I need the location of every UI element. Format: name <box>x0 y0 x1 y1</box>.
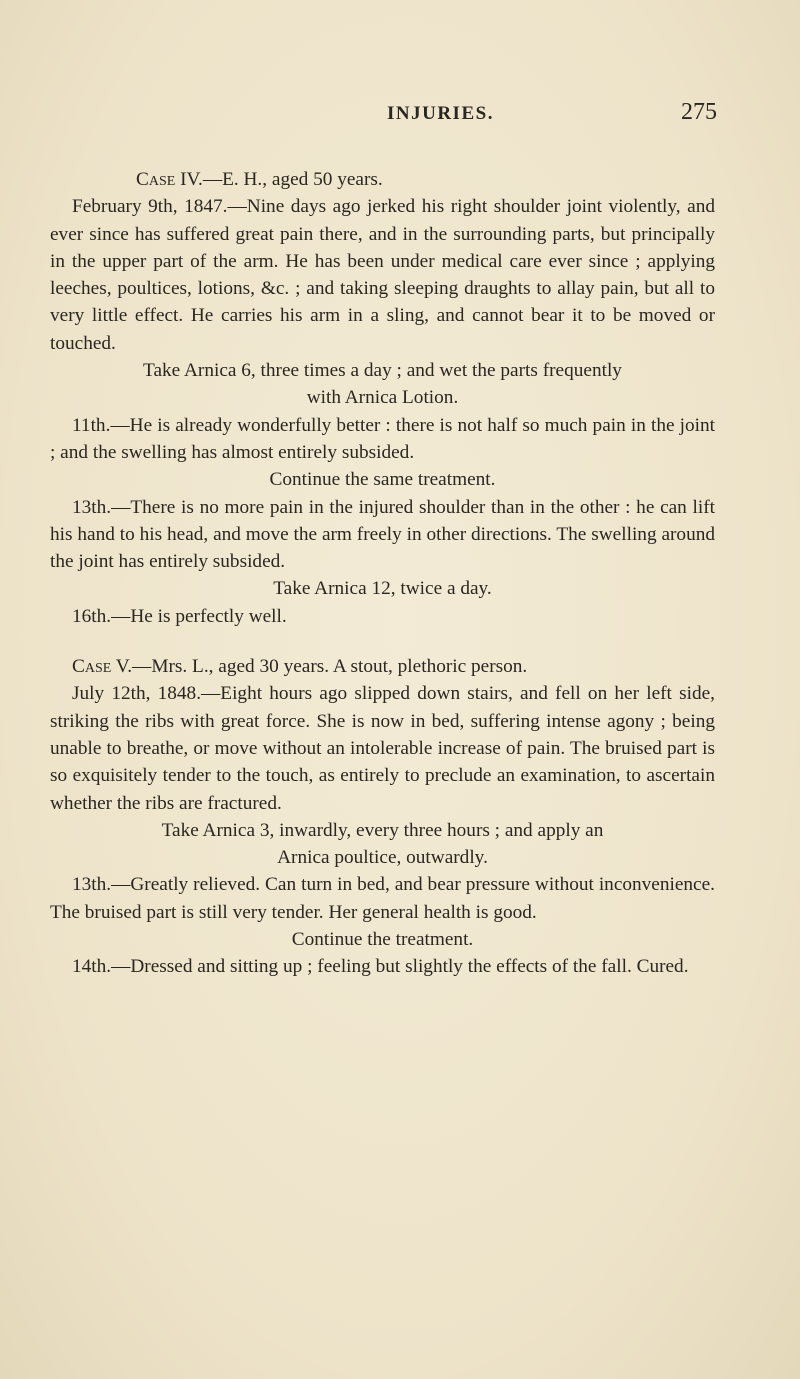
case-4-entry-feb-9: February 9th, 1847.—Nine days ago jerked his right shoulder joint violently, and ever since has suffered great pain there, and in the surrounding parts, but principally in the upper part of the arm. He has been under medical care ever since ; applying leeches, poultices, lotions, &c. ; and taking sleeping draughts to allay pain, but all to very little effect. He carries his arm in a sling, and cannot bear it to be moved or touched. <box>50 196 715 354</box>
running-head-title: INJURIES. <box>387 103 494 124</box>
case-5-entry-13th: 13th.—Greatly relieved. Can turn in bed, and bear pressure without inconvenience. The bruised part is still very tender. Her general health is good. <box>50 874 715 923</box>
case-separator <box>50 630 715 653</box>
case-5-prescription-2: Continue the treatment. <box>291 929 474 951</box>
case-4-heading: Case IV.—E. H., aged 50 years. <box>136 169 383 190</box>
case-5-entry-jul-12: July 12th, 1848.—Eight hours ago slipped down stairs, and fell on her left side, striking the ribs with great force. She is now in bed, suffering intense agony ; being unable to breathe, or move without an intolerable increase of pain. The bruised part is so exquisitely tender to the touch, as entirely to preclude an examination, to ascertain whether the ribs are fractured. <box>50 683 715 814</box>
case-4-entry-11th: 11th.—He is already wonderfully better : there is not half so much pain in the joint ; and the swelling has almost entirely subsided. <box>50 414 715 463</box>
page-body <box>50 166 715 981</box>
case-5-heading: Case V.—Mrs. L., aged 30 years. A stout, plethoric person. <box>72 656 528 678</box>
case-4-prescription-3: Take Arnica 12, twice a day. <box>273 578 492 600</box>
case-5-entry-14th: 14th.—Dressed and sitting up ; feeling but slightly the effects of the fall. Cured. <box>72 956 689 978</box>
case-4-prescription-1: Take Arnica 6, three times a day ; and wet the parts frequently with Arnica Lotion. <box>143 360 622 409</box>
page-number: 275 <box>681 99 717 125</box>
case-5-prescription-1: Take Arnica 3, inwardly, every three hours ; and apply an Arnica poultice, outwardly. <box>161 819 604 869</box>
case-5-label: Case V. <box>72 656 133 678</box>
case-4-prescription-2: Continue the same treatment. <box>269 469 496 491</box>
case-4-label: Case IV. <box>136 169 203 190</box>
case-4-entry-16th: 16th.—He is perfectly well. <box>72 605 287 627</box>
case-4-entry-13th: 13th.—There is no more pain in the injured shoulder than in the other : he can lift his hand to his head, and move the arm freely in other directions. The swelling around the joint has entirely subsided. <box>50 496 715 573</box>
